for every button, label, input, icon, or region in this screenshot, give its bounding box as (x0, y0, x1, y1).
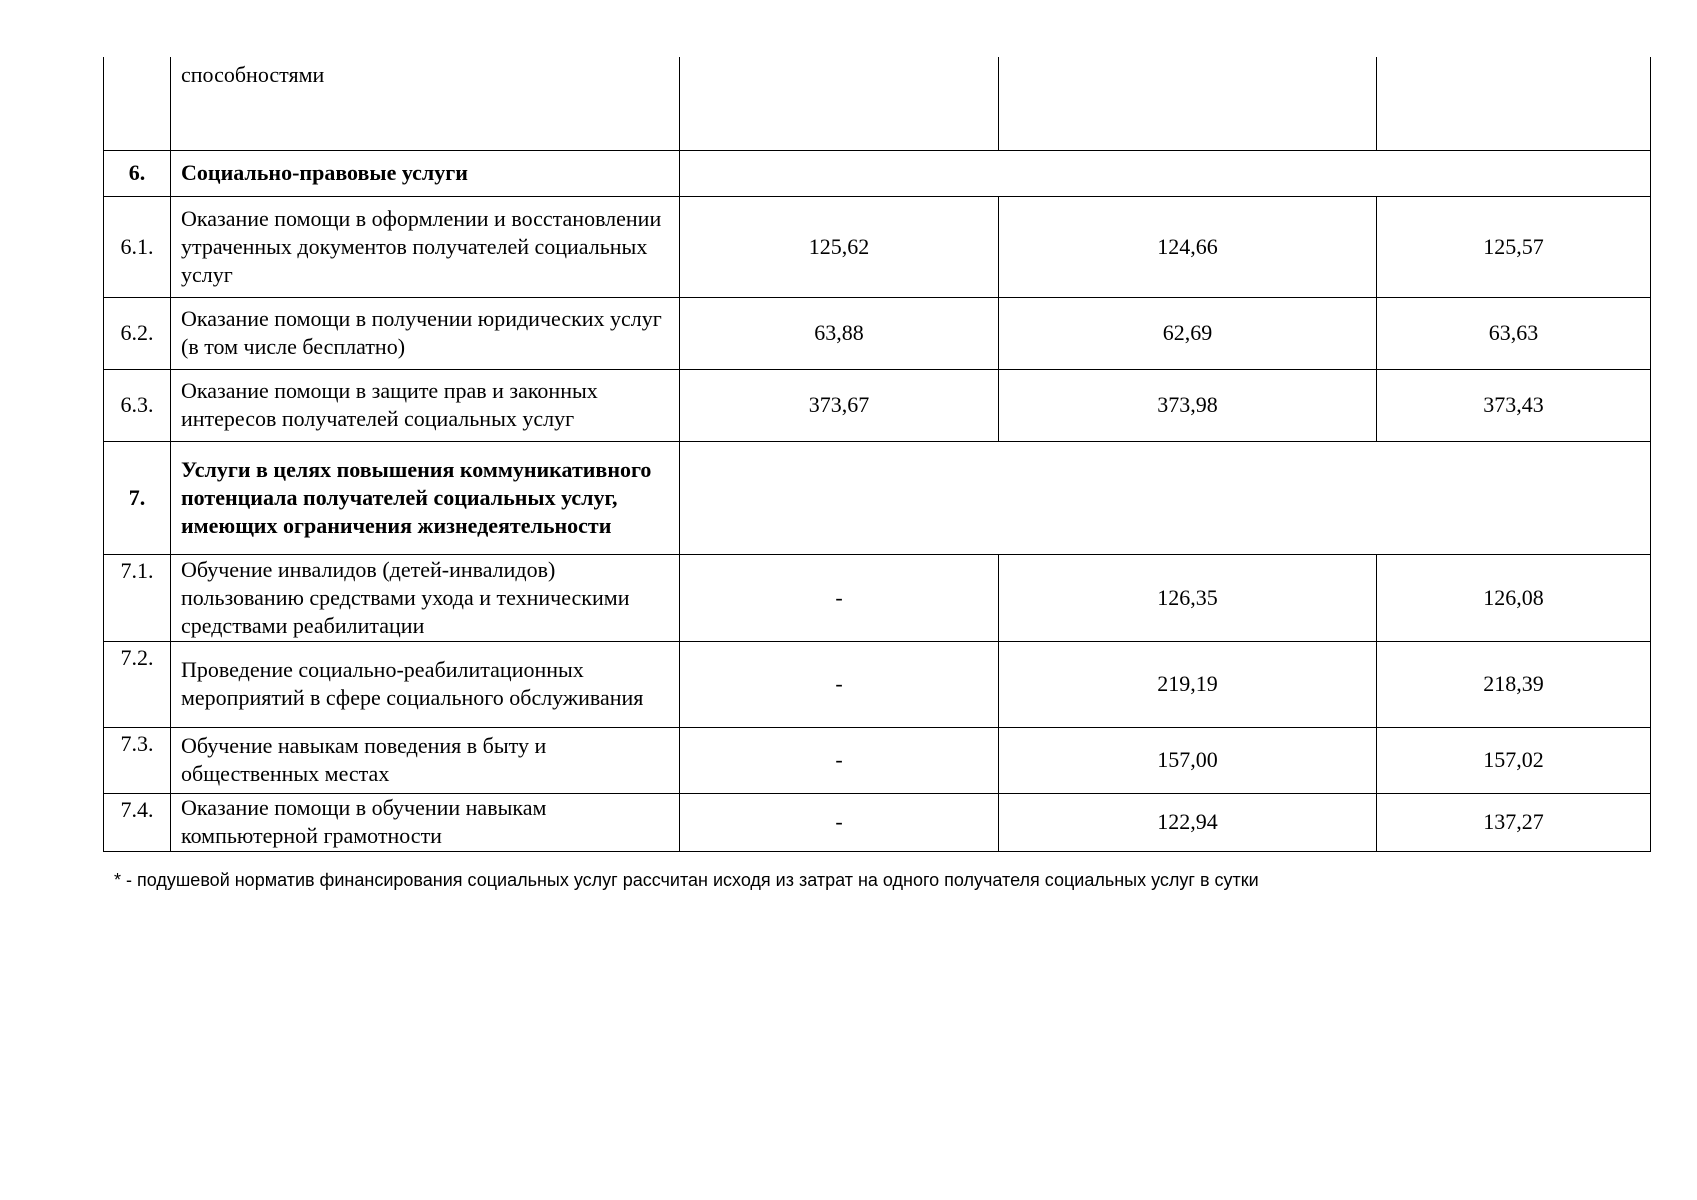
service-name-cell: способностями (171, 57, 680, 150)
value-cell-2: 373,98 (999, 369, 1377, 441)
table-row (104, 554, 1651, 641)
section-empty-cell (680, 150, 1651, 196)
table-row (104, 793, 1651, 851)
value-cell-2: 219,19 (999, 641, 1377, 727)
row-number-cell (104, 57, 171, 150)
value-cell-2 (999, 57, 1377, 150)
value-cell-2: 157,00 (999, 727, 1377, 793)
value-cell-3: 373,43 (1377, 369, 1651, 441)
row-number: 6.3. (104, 369, 171, 441)
value-cell-1 (680, 57, 999, 150)
service-name: Проведение социально-реабилитационных мероприятий в сфере социального обслуживания (171, 641, 680, 727)
table-row (104, 196, 1651, 297)
value-cell-2: 124,66 (999, 196, 1377, 297)
table-row (104, 641, 1651, 727)
service-name: Оказание помощи в защите прав и законных интересов получателей социальных услуг (171, 369, 680, 441)
table-row (104, 727, 1651, 793)
value-cell-3 (1377, 57, 1651, 150)
value-cell-3: 126,08 (1377, 554, 1651, 641)
value-cell-1: - (680, 554, 999, 641)
row-number: 7.4. (104, 793, 171, 851)
value-cell-2: 62,69 (999, 297, 1377, 369)
section-number: 7. (104, 441, 171, 554)
value-cell-2: 126,35 (999, 554, 1377, 641)
table-row (104, 369, 1651, 441)
row-number: 7.3. (104, 727, 171, 793)
document-page (103, 57, 1651, 852)
value-cell-1: - (680, 641, 999, 727)
value-cell-3: 63,63 (1377, 297, 1651, 369)
service-name: Оказание помощи в получении юридических услуг (в том числе бесплатно) (171, 297, 680, 369)
table-row-continued (104, 57, 1651, 150)
value-cell-3: 137,27 (1377, 793, 1651, 851)
service-name: Обучение навыкам поведения в быту и общественных местах (171, 727, 680, 793)
footnote: * - подушевой норматив финансирования социальных услуг рассчитан исходя из затрат на одного получателя социальных услуг в сутки (114, 870, 1259, 890)
value-cell-2: 122,94 (999, 793, 1377, 851)
row-number: 6.2. (104, 297, 171, 369)
section-empty-cell (680, 441, 1651, 554)
value-cell-1: 125,62 (680, 196, 999, 297)
service-name: Оказание помощи в оформлении и восстановлении утраченных документов получателей социальных услуг (171, 196, 680, 297)
section-title: Услуги в целях повышения коммуникативного потенциала получателей социальных услуг, имеющих ограничения жизнедеятельности (171, 441, 680, 554)
row-number: 7.2. (104, 641, 171, 727)
value-cell-3: 157,02 (1377, 727, 1651, 793)
section-number: 6. (104, 150, 171, 196)
value-cell-1: 63,88 (680, 297, 999, 369)
value-cell-3: 218,39 (1377, 641, 1651, 727)
section-row (104, 150, 1651, 196)
services-table (103, 57, 1651, 852)
row-number: 6.1. (104, 196, 171, 297)
section-row (104, 441, 1651, 554)
section-title: Социально-правовые услуги (171, 150, 680, 196)
value-cell-1: 373,67 (680, 369, 999, 441)
value-cell-1: - (680, 793, 999, 851)
value-cell-3: 125,57 (1377, 196, 1651, 297)
table-row (104, 297, 1651, 369)
row-number: 7.1. (104, 554, 171, 641)
service-name: Обучение инвалидов (детей-инвалидов) пользованию средствами ухода и техническими средствами реабилитации (171, 554, 680, 641)
value-cell-1: - (680, 727, 999, 793)
service-name: Оказание помощи в обучении навыкам компьютерной грамотности (171, 793, 680, 851)
